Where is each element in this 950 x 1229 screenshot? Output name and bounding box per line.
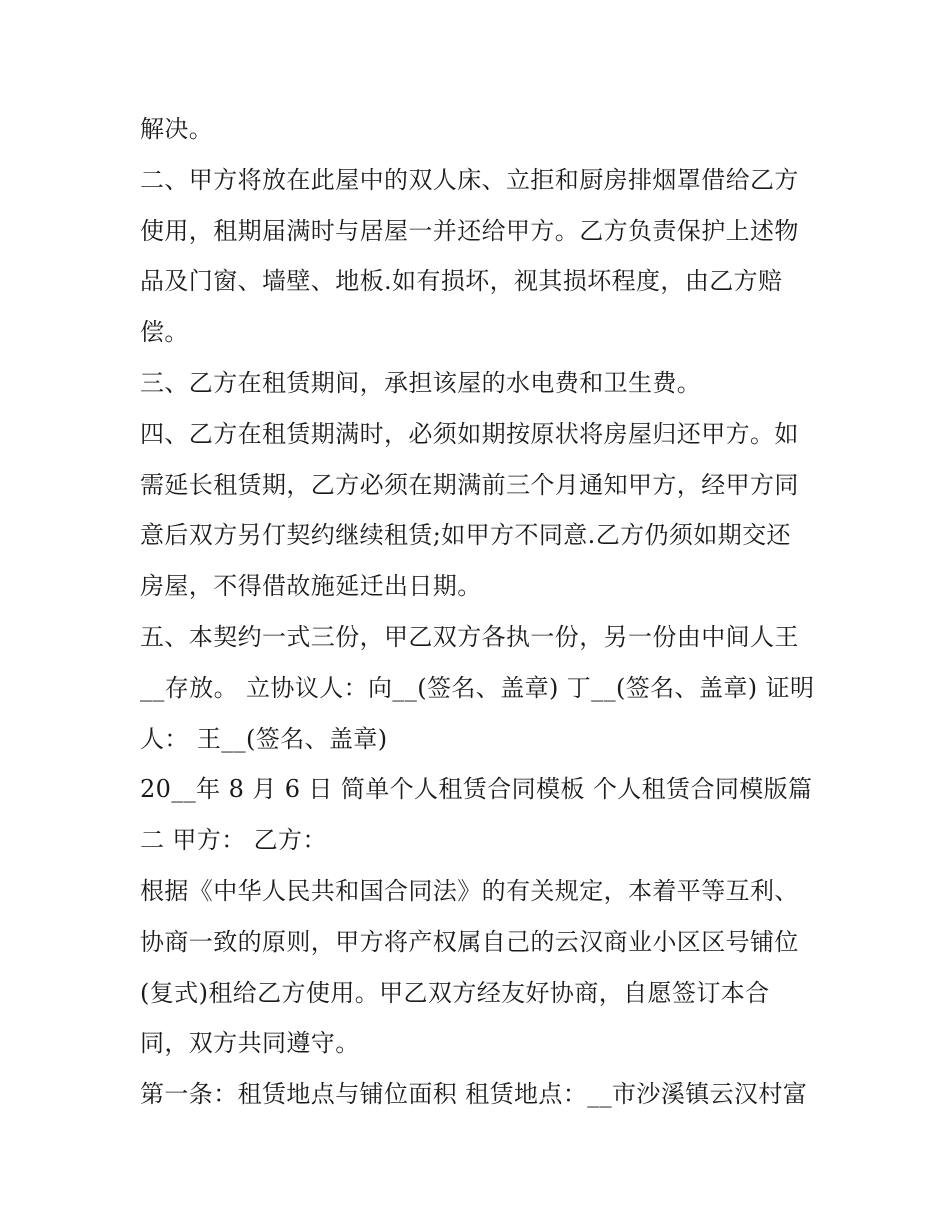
text-line: 根据《中华人民共和国合同法》的有关规定，本着平等互利、 bbox=[140, 876, 799, 905]
text-line: 协商一致的原则，甲方将产权属自己的云汉商业小区区号铺位 bbox=[140, 927, 799, 956]
text-line: 20__年 8 月 6 日 简单个人租赁合同模板 个人租赁合同模版篇 bbox=[140, 775, 813, 804]
text-line: __存放。 立协议人：向__(签名、盖章) 丁__(签名、盖章) 证明 bbox=[140, 673, 815, 702]
text-line: 需延长租赁期，乙方必须在期满前三个月通知甲方，经甲方同 bbox=[140, 470, 799, 499]
text-line: (复式)租给乙方使用。甲乙双方经友好协商，自愿签订本合 bbox=[140, 978, 770, 1007]
text-line: 二、甲方将放在此屋中的双人床、立拒和厨房排烟罩借给乙方 bbox=[140, 165, 799, 194]
text-line: 房屋，不得借故施延迁出日期。 bbox=[140, 572, 482, 601]
text-line: 五、本契约一式三份，甲乙双方各执一份，另一份由中间人王 bbox=[140, 622, 799, 651]
document-body bbox=[140, 104, 830, 1120]
text-line: 二 甲方： 乙方： bbox=[140, 826, 327, 855]
text-line: 三、乙方在租赁期间，承担该屋的水电费和卫生费。 bbox=[140, 368, 702, 397]
text-line: 第一条：租赁地点与铺位面积 租赁地点：__市沙溪镇云汉村富 bbox=[140, 1080, 808, 1109]
text-line: 使用，租期届满时与居屋一并还给甲方。乙方负责保护上述物 bbox=[140, 216, 799, 245]
text-line: 人： 王__(签名、盖章) bbox=[140, 724, 388, 753]
text-line: 同，双方共同遵守。 bbox=[140, 1029, 360, 1058]
text-line: 偿。 bbox=[140, 318, 189, 347]
text-line: 品及门窗、墙壁、地板.如有损坏，视其损坏程度，由乙方赔 bbox=[140, 267, 783, 296]
text-line: 四、乙方在租赁期满时，必须如期按原状将房屋归还甲方。如 bbox=[140, 419, 799, 448]
text-line: 解决。 bbox=[140, 115, 214, 143]
text-line: 意后双方另仃契约继续租赁;如甲方不同意.乙方仍须如期交还 bbox=[140, 521, 791, 550]
